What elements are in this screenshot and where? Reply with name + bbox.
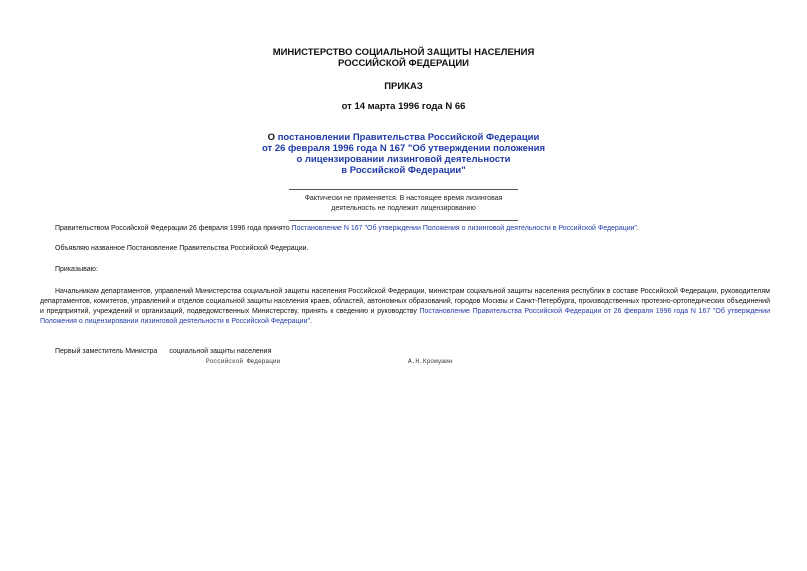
subject-link-line-4[interactable]: в Российской Федерации" xyxy=(341,165,466,176)
paragraph-1 xyxy=(55,224,775,234)
ministry-line-2: РОССИЙСКОЙ ФЕДЕРАЦИИ xyxy=(337,58,469,69)
ministry-title xyxy=(0,47,807,69)
note-top-divider xyxy=(289,189,518,190)
status-note-line-2: деятельность не подлежит лицензированию xyxy=(331,205,476,212)
paragraph-4 xyxy=(40,287,770,327)
subject-prefix: О xyxy=(267,132,278,143)
subject-link-line-1[interactable]: постановлении Правительства Российской Федерации xyxy=(277,132,540,143)
subject-link-line-2[interactable]: от 26 февраля 1996 года N 167 "Об утверждении положения xyxy=(261,143,546,154)
paragraph-1-text: Правительством Российской Федерации 26 февраля 1996 года принято xyxy=(55,225,292,232)
document-subject xyxy=(0,132,807,176)
ministry-line-1: МИНИСТЕРСТВО СОЦИАЛЬНОЙ ЗАЩИТЫ НАСЕЛЕНИЯ xyxy=(272,47,535,58)
status-note xyxy=(0,194,807,214)
signature-name: А.Н.Кромушин xyxy=(408,358,453,365)
signature-position-c: Российской Федерации xyxy=(206,358,281,365)
status-note-line-1: Фактически не применяется. В настоящее время лизинговая xyxy=(304,195,503,202)
subject-link-line-3[interactable]: о лицензировании лизинговой деятельности xyxy=(296,154,511,165)
paragraph-2: Объявляю названное Постановление Правительства Российской Федерации. xyxy=(55,245,309,252)
document-type: ПРИКАЗ xyxy=(384,81,423,92)
paragraph-4-text: Начальникам департаментов, управлений Министерства социальной защиты населения Российской Федерации, министрам социальной защиты населения республик в составе Российской Федерации, руководителям департаментов, комитетов, управлений и отделов социальной защиты населения краев, областей, автономных образований, городов Москвы и Санкт-Петербурга, производственных протезно-ортопедических объединений и предприятий, учреждений и организаций, подведомственных Министерству, принять к сведению и руководству xyxy=(40,288,770,315)
signature-position-a: Первый заместитель Министра xyxy=(55,348,158,355)
paragraph-3: Приказываю: xyxy=(55,266,98,273)
signature-position xyxy=(55,348,271,355)
document-date-number: от 14 марта 1996 года N 66 xyxy=(341,101,466,112)
paragraph-1-end: . xyxy=(637,225,639,232)
note-bottom-divider xyxy=(289,220,518,221)
signature-position-b: социальной защиты населения xyxy=(169,348,272,355)
decree-167-link[interactable]: Постановление N 167 "Об утверждении Положения о лизинговой деятельности в Российской Федерации" xyxy=(291,225,638,232)
government-decree-link[interactable]: Постановление Правительства Российской Федерации от 26 февраля 1996 года N 167 "Об утверждении Положения о лицензировании лизинговой деятельности в Российской Федерации" xyxy=(40,308,770,325)
paragraph-4-end: . xyxy=(309,318,312,325)
